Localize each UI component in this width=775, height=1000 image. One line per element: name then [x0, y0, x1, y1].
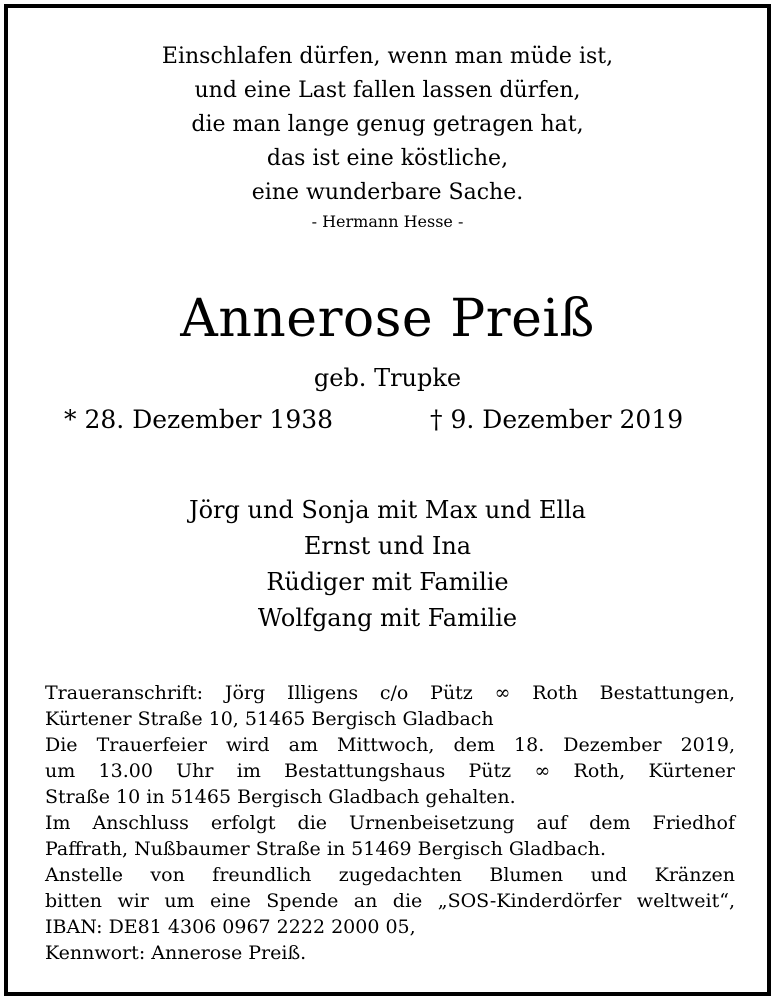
notice-line: um 13.00 Uhr im Bestattungshaus Pütz ∞ Roth, Kürtener: [45, 760, 735, 782]
poem-line: das ist eine köstliche,: [266, 146, 509, 171]
birth-date-group: [64, 404, 333, 436]
mourner-line: Rüdiger mit Familie: [266, 568, 509, 596]
death-date: 9. Dezember 2019: [450, 405, 684, 434]
death-cross-icon: †: [430, 405, 443, 434]
notice-line: Im Anschluss erfolgt die Urnenbeisetzung auf dem Friedhof: [45, 812, 735, 834]
notice-line: IBAN: DE81 4306 0967 2222 2000 05,: [45, 916, 416, 938]
death-date-group: [430, 404, 683, 436]
poem-line: Einschlafen dürfen, wenn man müde ist,: [161, 44, 614, 69]
notice-line: Kennwort: Annerose Preiß.: [45, 942, 307, 964]
notice-line: bitten wir um eine Spende an die „SOS-Kinderdörfer weltweit“,: [45, 890, 735, 912]
mourner-line: Jörg und Sonja mit Max und Ella: [188, 496, 586, 524]
birth-date: 28. Dezember 1938: [84, 405, 334, 434]
notice-line: Traueranschrift: Jörg Illigens c/o Pütz ∞ Roth Bestattungen,: [45, 682, 735, 704]
obituary-notice: [4, 4, 771, 996]
mourners-list: [8, 492, 767, 636]
notice-line: Paffrath, Nußbaumer Straße in 51469 Bergisch Gladbach.: [45, 838, 607, 860]
notice-line: Anstelle von freundlich zugedachten Blumen und Kränzen: [45, 864, 735, 886]
poem-line: die man lange genug getragen hat,: [191, 112, 584, 137]
mourner-line: Ernst und Ina: [303, 532, 472, 560]
notice-line: Straße 10 in 51465 Bergisch Gladbach gehalten.: [45, 786, 516, 808]
poem-line: und eine Last fallen lassen dürfen,: [194, 78, 581, 103]
birth-star-icon: *: [64, 405, 77, 434]
funeral-details: [45, 680, 735, 966]
notice-line: Kürtener Straße 10, 51465 Bergisch Gladbach: [45, 708, 494, 730]
mourner-line: Wolfgang mit Familie: [257, 604, 518, 632]
maiden-name: geb. Trupke: [313, 364, 462, 392]
poem: [8, 40, 767, 210]
poem-author: - Hermann Hesse -: [311, 212, 464, 231]
deceased-name: Annerose Preiß: [180, 289, 595, 349]
poem-line: eine wunderbare Sache.: [251, 180, 524, 205]
notice-line: Die Trauerfeier wird am Mittwoch, dem 18. Dezember 2019,: [45, 734, 735, 756]
